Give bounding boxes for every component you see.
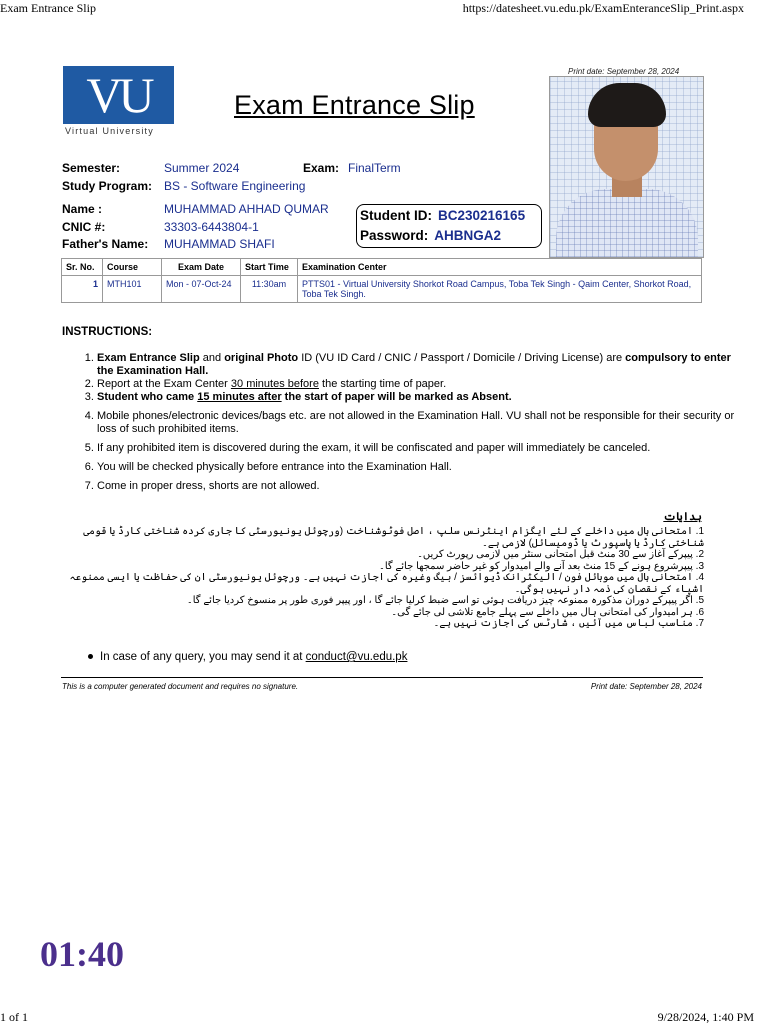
cell-start-time: 11:30am [241,276,298,303]
list-item: 6. ہر امیدوار کی امتحانی ہال میں داخلے سے پہلے جامع تلاشی لی جائے گی۔ [62,607,704,619]
page-title: Exam Entrance Slip [234,90,475,120]
footer-print-date: Print date: September 28, 2024 [590,682,702,691]
print-date-top: Print date: September 28, 2024 [568,67,680,76]
student-id-value: BC230216165 [438,208,526,223]
cnic-value: 33303-6443804-1 [164,220,259,234]
footer-divider [61,677,703,678]
timer-display: 01:40 [40,934,124,974]
col-course: Course [103,259,162,276]
vu-logo-mark: VU [63,66,174,124]
list-item: 4. Mobile phones/electronic devices/bags etc. are not allowed in the Examination Hall. VU shall not be responsible for their security or loss of such prohibited items. [97,410,739,436]
list-item: 3. پیپرشروع ہونے کے 15 منٹ بعد آنے والے امیدوار کو غیر حاضر سمجھا جائے گا۔ [62,561,704,573]
cell-sr-no: 1 [62,276,103,303]
print-timestamp: 9/28/2024, 1:40 PM [657,1010,754,1024]
list-item: 1. امتحانی ہال میں داخلے کے لئے ایگزام اینٹرنس سلپ ، اصل فوٹوشناخت (ورچوئل یونیورسٹی کا جاری کردہ شناختی کارڈ یا قومی شناختی کارڈ یا پاسپورٹ یا ڈومیسائل) لازمی ہے۔ [62,526,704,549]
student-id-label: Student ID: [360,208,432,223]
semester-value: Summer 2024 [164,161,240,175]
vu-logo [63,66,175,136]
print-header-title: Exam Entrance Slip [0,1,96,15]
cell-exam-date: Mon - 07-Oct-24 [162,276,241,303]
list-item: 3. Student who came 15 minutes after the start of paper will be marked as Absent. [97,391,739,404]
credentials-box [356,204,542,248]
instructions-list [62,352,739,493]
father-value: MUHAMMAD SHAFI [164,237,275,251]
col-exam-date: Exam Date [162,259,241,276]
password-value: AHBNGA2 [434,228,502,243]
exam-label: Exam: [303,161,340,175]
student-photo [549,76,704,258]
name-label: Name : [62,202,103,216]
program-value: BS - Software Engineering [164,179,306,193]
list-item: 5. If any prohibited item is discovered during the exam, it will be confiscated and paper will immediately be canceled. [97,442,739,455]
exam-value: FinalTerm [348,161,401,175]
print-header-url: https://datesheet.vu.edu.pk/ExamEnteranceSlip_Print.aspx [462,1,744,15]
list-item: 7. مناسب لباس میں آئیں ، شارٹس کی اجازت نہیں ہے۔ [62,618,704,630]
query-note [88,651,407,663]
contact-email-link[interactable]: conduct@vu.edu.pk [305,651,408,663]
cell-exam-center: PTTS01 - Virtual University Shorkot Road Campus, Toba Tek Singh - Qaim Center, Shorkot Road, Toba Tek Singh. [298,276,702,303]
bullet-icon [88,654,93,659]
program-label: Study Program: [62,179,153,193]
col-start-time: Start Time [241,259,298,276]
table-header-row [62,259,702,276]
instructions-heading: INSTRUCTIONS: [62,326,153,338]
father-label: Father's Name: [62,237,149,251]
table-row [62,276,702,303]
print-page-count: 1 of 1 [0,1010,28,1024]
password-label: Password: [360,228,429,243]
footer-note: This is a computer generated document and requires no signature. [62,682,299,691]
list-item: 6. You will be checked physically before entrance into the Examination Hall. [97,461,739,474]
list-item: 2. پیپرکے آغاز سے 30 منٹ قبل امتحانی سنٹر میں لازمی رپورٹ کریں۔ [62,549,704,561]
student-id-row [360,208,525,223]
list-item: 5. اگر پیپرکے دوران مذکورہ ممنوعہ چیز دریافت ہوئی تو اسے ضبط کرلیا جائے گا ، اور پیپر فوری طور پر منسوخ کردیا جائے گا۔ [62,595,704,607]
col-exam-center: Examination Center [298,259,702,276]
query-text: In case of any query, you may send it at [100,651,306,663]
name-value: MUHAMMAD AHHAD QUMAR [164,202,329,216]
list-item: 4. امتحانی ہال میں موبائل فون / الیکٹرانک ڈیوائسز / بیگ وغیرہ کی اجازت نہیں ہے۔ ورچوئل یونیورسٹی ان کی حفاظت یا ایسی ممنوعہ اشیاء کے نقصان کی ذمہ دار نہیں ہوگی۔ [62,572,704,595]
vu-logo-name: Virtual University [65,126,154,136]
list-item: 2. Report at the Exam Center 30 minutes before the starting time of paper. [97,378,739,391]
password-row [360,228,501,243]
exam-schedule-table [61,258,702,303]
list-item: 7. Come in proper dress, shorts are not allowed. [97,480,739,493]
list-item: 1. Exam Entrance Slip and original Photo ID (VU ID Card / CNIC / Passport / Domicile / Driving License) are compulsory to enter the Examination Hall. [97,352,739,378]
urdu-heading: ہدایات [663,511,702,523]
cell-course: MTH101 [103,276,162,303]
semester-label: Semester: [62,161,121,175]
cnic-label: CNIC #: [62,220,106,234]
col-sr-no: Sr. No. [62,259,103,276]
urdu-instructions-list [62,526,716,630]
